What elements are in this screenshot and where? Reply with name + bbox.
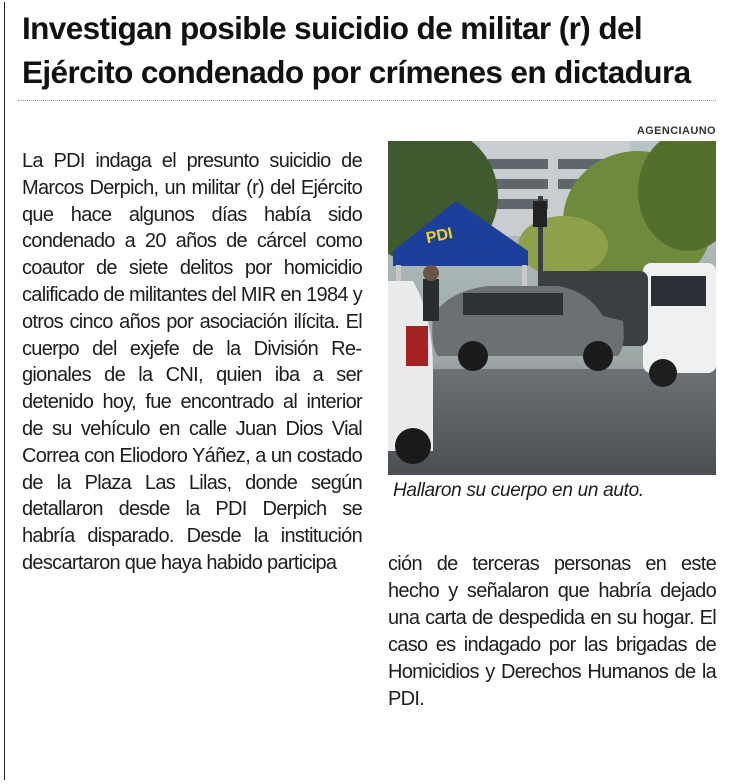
- photo-caption: Hallaron su cuerpo en un auto.: [393, 480, 644, 501]
- article-body-column-right: ción de terceras personas en este hecho y señalaron que habría dejado una carta de despedida en su hogar. El caso es indagado por las brigadas de Homicidios y Derechos Humanos de la PDI.: [388, 553, 716, 710]
- tent-label: PDI: [424, 225, 455, 248]
- photo-credit: AGENCIAUNO: [636, 125, 716, 137]
- headline: Investigan posible suicidio de militar (r) del Ejército condenado por crímenes en dictadura: [22, 10, 691, 90]
- page-border: [4, 2, 5, 780]
- headline-divider: [18, 100, 716, 101]
- article-body-column-left: La PDI indaga el presunto suicidio de Marcos Derpich, un militar (r) del Ejército que hace algunos días había sido condenado a 20 años de cárcel como coautor de siete delitos por homicidio calificado de militantes del MIR en 1984 y otros cinco años por asociación ilícita. El cuerpo del exjefe de la División Regionales de la CNI, quien iba a ser detenido hoy, fue encontrado al interior de su vehículo en calle Juan Dios Vial Correa con Eliodoro Yáñez, a un costado de la Plaza Las Lilas, donde según detallaron desde la PDI Derpich se habría disparado. Desde la institución descartaron que haya habido participa: [22, 150, 362, 574]
- news-photo: [388, 141, 716, 475]
